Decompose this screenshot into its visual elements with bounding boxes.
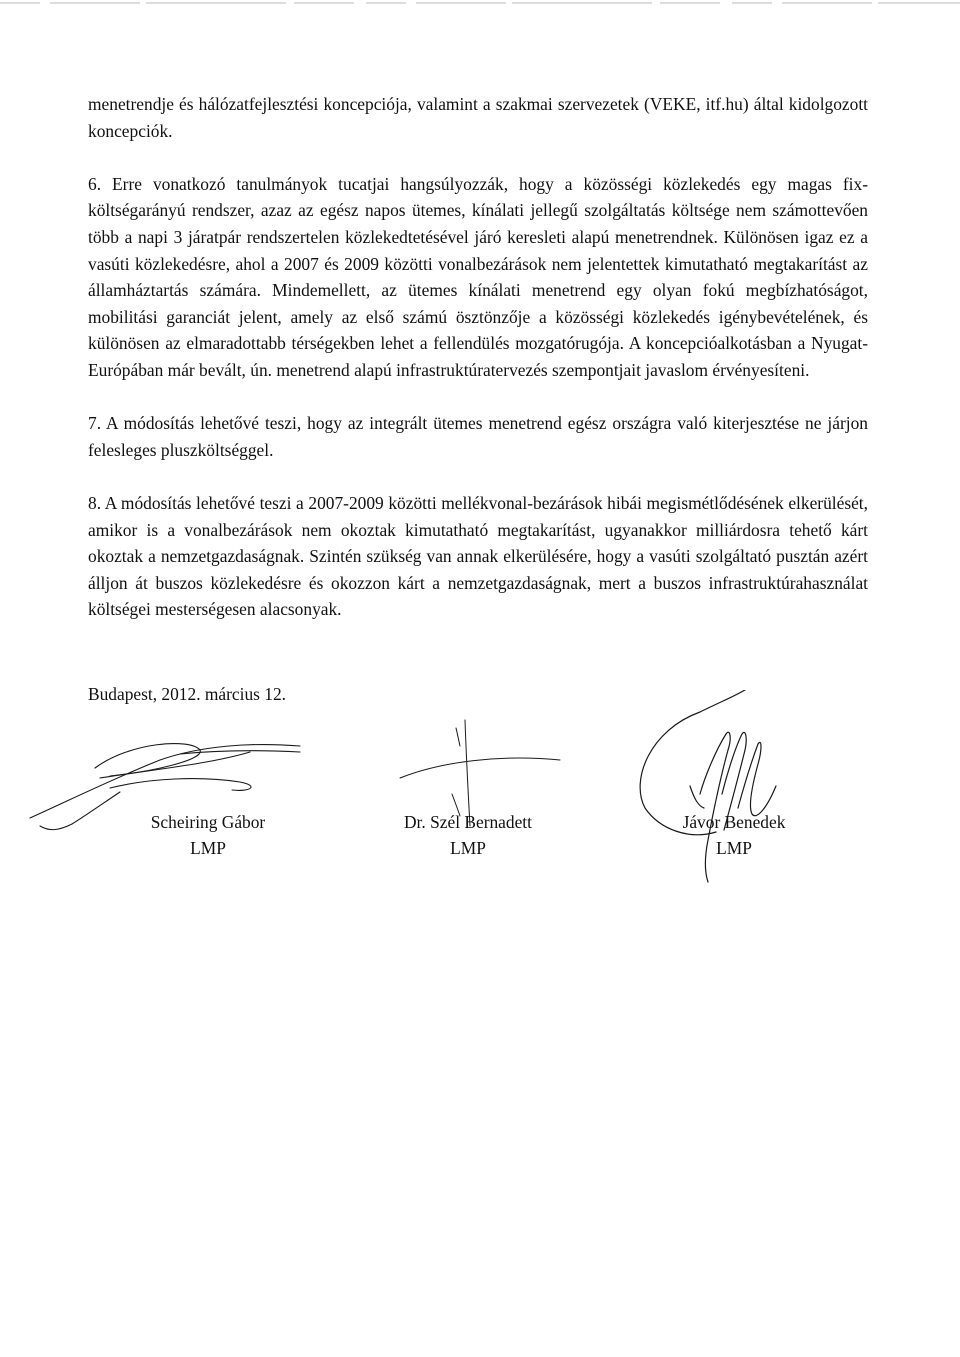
place-and-date: Budapest, 2012. március 12. <box>88 684 287 704</box>
signer-javor-benedek <box>664 809 804 861</box>
paragraph-6: 6. Erre vonatkozó tanulmányok tucatjai hangsúlyozzák, hogy a közösségi közlekedés egy magas fix-költségarányú rendszer, azaz az egész napos ütemes, kínálati jellegű szolgáltatás költsége nem számottevően több a napi 3 járatpár rendszertelen közlekedtetésével járó keresleti alapú menetrendnek. Különösen igaz ez a vasúti közlekedésre, ahol a 2007 és 2009 közötti vonalbezárások nem jelentettek kimutatható megtakarítást az államháztartás számára. Mindemellett, az ütemes kínálati menetrend egy olyan fokú megbízhatóságot, mobilitási garanciát jelent, amely az első számú ösztönzője a közösségi közlekedés igénybevételének, és különösen az elmaradottabb térségekben lehet a fellendülés mozgatórugója. A koncepcióalkotásban a Nyugat-Európában már bevált, ún. menetrend alapú infrastruktúratervezés szempontjait javaslom érvényesíteni. <box>88 173 868 380</box>
scan-artifact-top-line <box>0 0 960 8</box>
signer-scheiring-gabor <box>138 809 278 861</box>
signer-name: Scheiring Gábor <box>150 812 266 832</box>
signer-party: LMP <box>190 838 226 858</box>
signer-party: LMP <box>716 838 752 858</box>
document-body <box>88 91 868 623</box>
signer-szel-bernadett <box>388 809 548 861</box>
paragraph-continuation: menetrendje és hálózatfejlesztési koncepciója, valamint a szakmai szervezetek (VEKE, itf.hu) által kidolgozott koncepciók. <box>88 94 868 141</box>
signature-block <box>0 690 960 900</box>
handwritten-signatures <box>0 690 960 900</box>
paragraph-7: 7. A módosítás lehetővé teszi, hogy az integrált ütemes menetrend egész országra való kiterjesztése ne járjon felesleges pluszköltséggel. <box>88 413 868 460</box>
signer-name: Dr. Szél Bernadett <box>404 812 532 832</box>
paragraph-8: 8. A módosítás lehetővé teszi a 2007-2009 közötti mellékvonal-bezárások hibái megismétlődésének elkerülését, amikor is a vonalbezárások nem okoztak kimutatható megtakarítást, ugyanakkor milliárdosra tehető kárt okoztak a nemzetgazdaságnak. Szintén szükség van annak elkerülésére, hogy a vasúti szolgáltató pusztán azért álljon át buszos közlekedésre és okozzon kárt a nemzetgazdaságnak, mert a buszos infrastruktúrahasználat költségei mesterségesen alacsonyak. <box>88 492 868 620</box>
signer-name: Jávor Benedek <box>682 812 786 832</box>
signer-party: LMP <box>450 838 486 858</box>
